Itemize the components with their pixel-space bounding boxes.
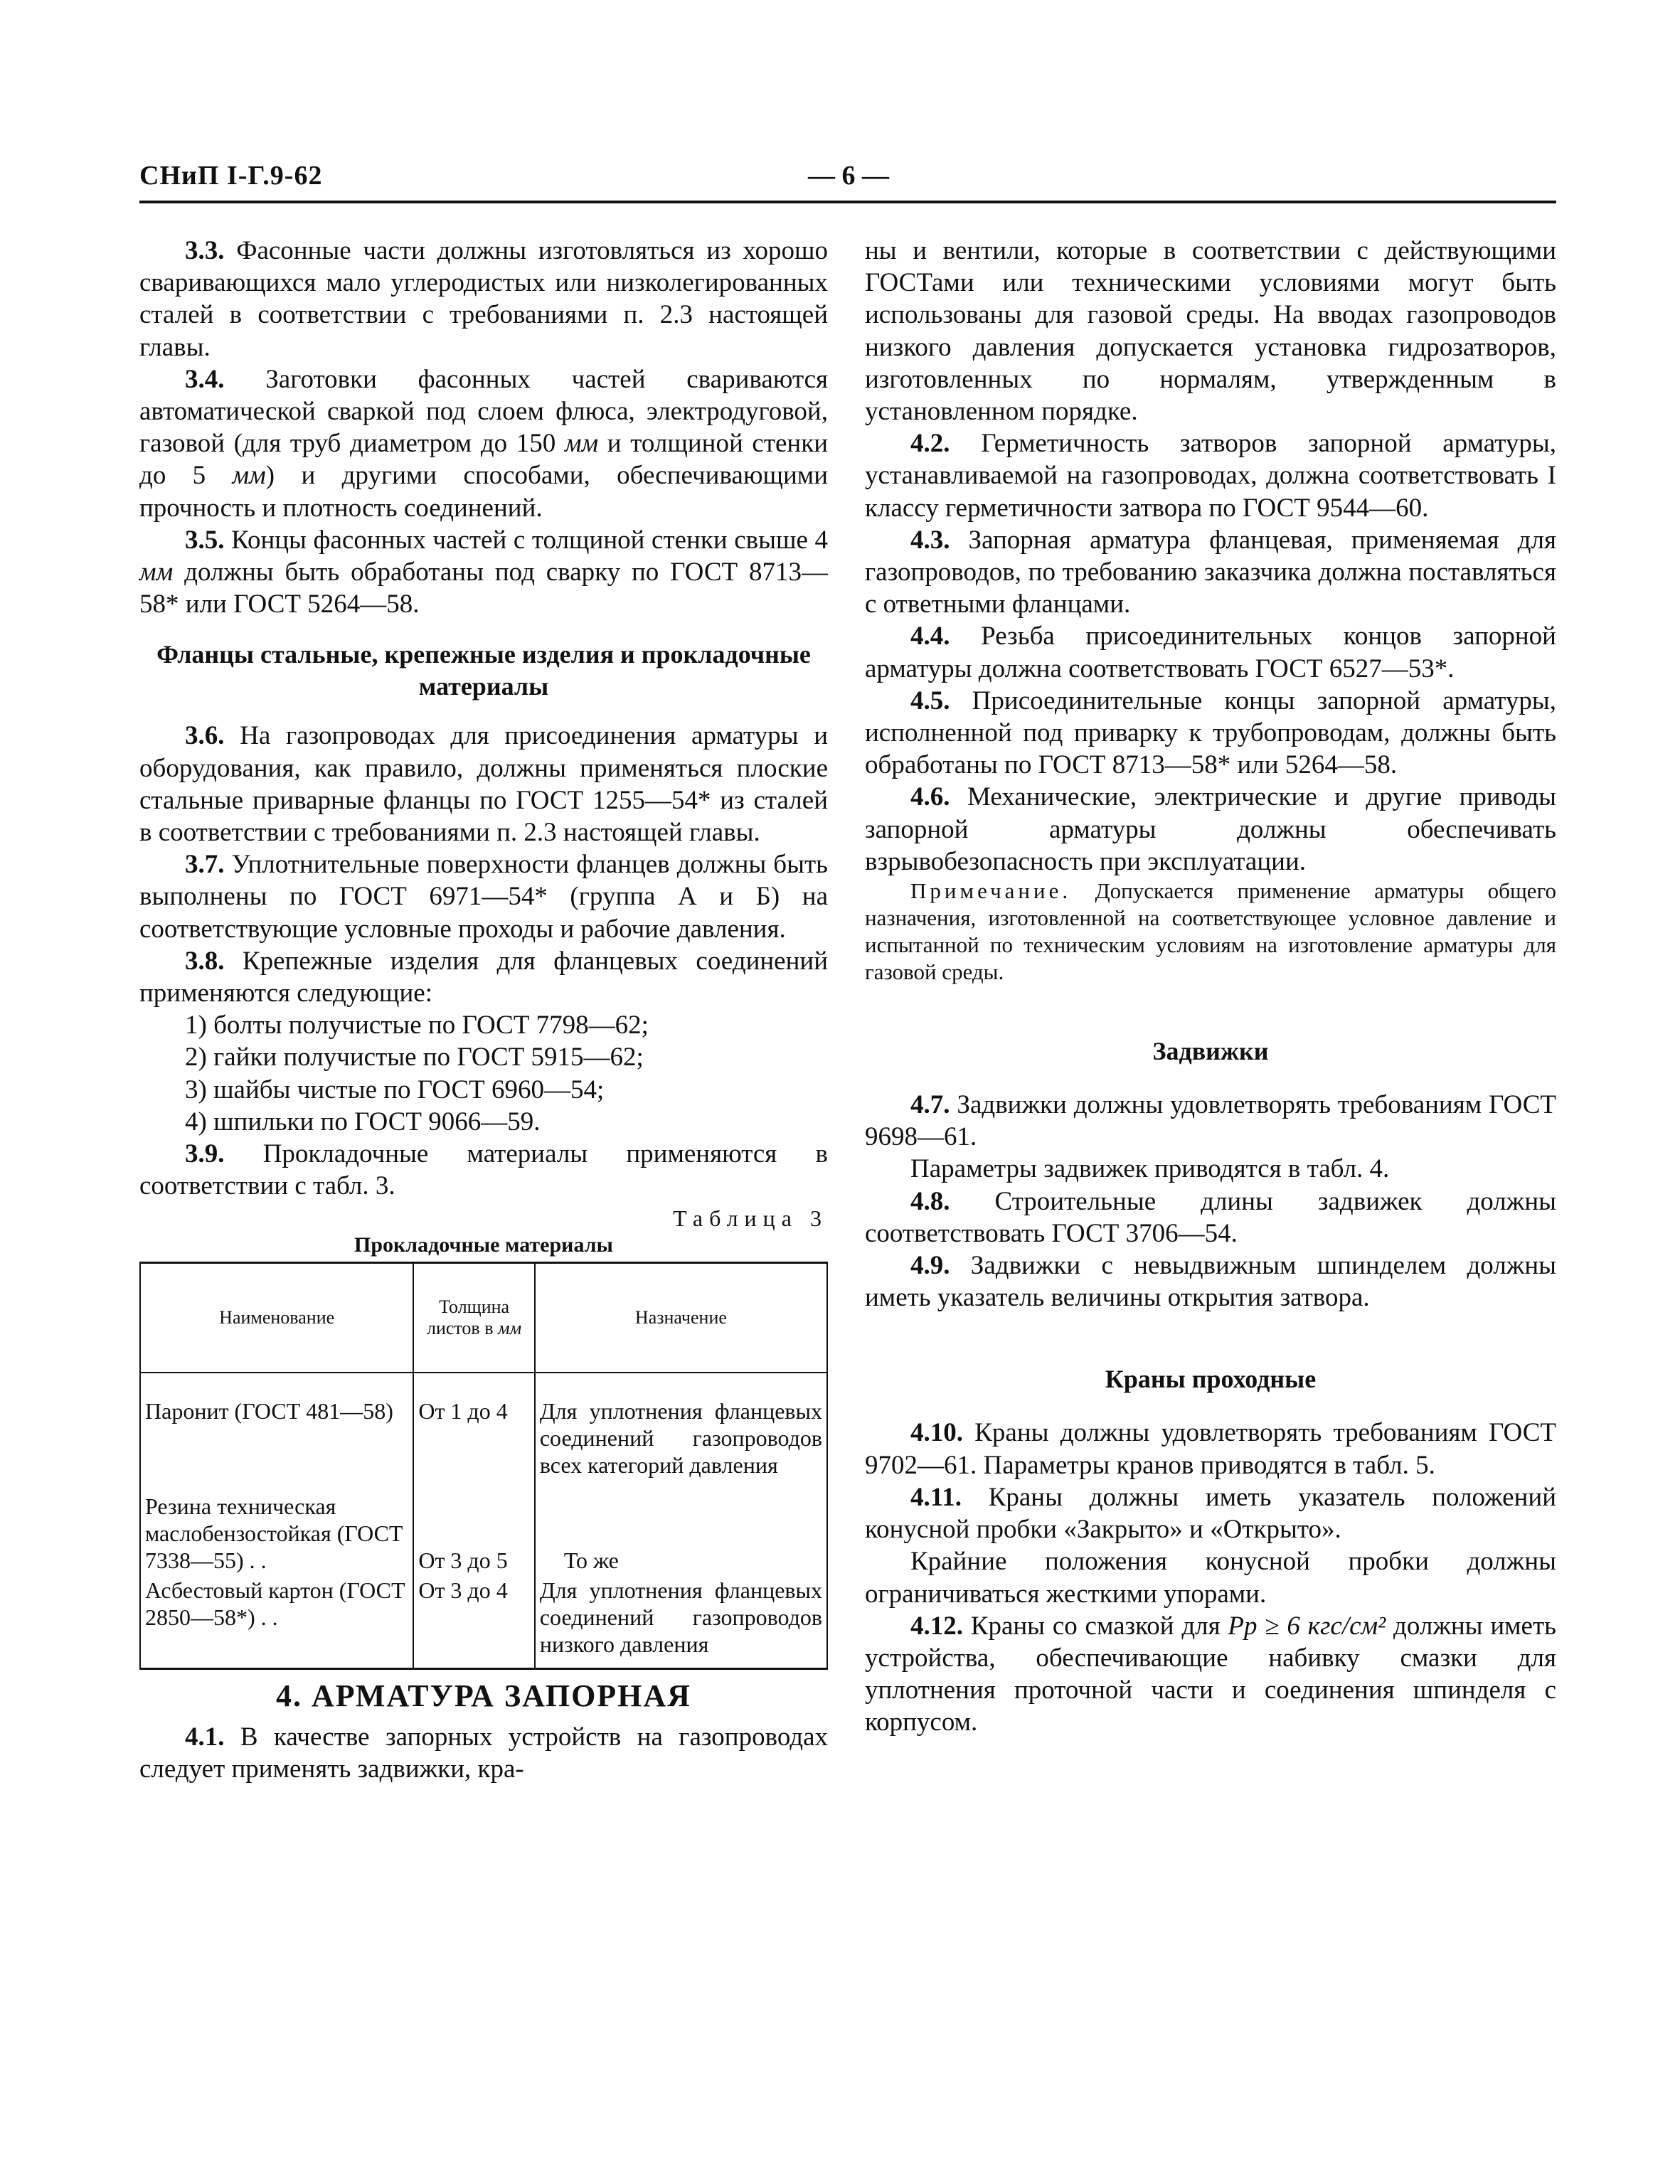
paragraph-text: Резьба присоединительных концов запорной арматуры должна соответствовать ГОСТ 6527—53*. <box>865 622 1556 683</box>
paragraph-3-7 <box>139 848 828 945</box>
clause-number: 4.2. <box>910 429 950 459</box>
note-label: Примечание. <box>910 878 1072 904</box>
paragraph-4-4 <box>865 620 1556 684</box>
table-row <box>140 1575 827 1669</box>
list-item: 4) шпильки по ГОСТ 9066—59. <box>185 1107 541 1136</box>
paragraph-text: и толщиной стенки до 5 <box>139 429 829 491</box>
table-header-row <box>140 1263 827 1373</box>
paragraph-3-6 <box>139 720 828 848</box>
cell-name: Асбестовый картон (ГОСТ 2850—58*) . . <box>140 1575 413 1669</box>
paragraph-4-5 <box>865 685 1556 782</box>
paragraph-text: На газопроводах для присоединения арматуры и оборудования, как правило, должны применяться плоские стальные приварные фланцы по ГОСТ 1255—54* из сталей в соответствии с требованиями п. 2.3 настоящей главы. <box>139 721 829 848</box>
subheading-gate-valves: Задвижки <box>1152 1037 1269 1066</box>
page-number: — 6 — <box>808 161 889 191</box>
clause-number: 4.6. <box>910 782 950 812</box>
paragraph-4-10 <box>865 1417 1556 1481</box>
table-caption: Таблица 3 <box>673 1205 828 1232</box>
pressure-formula: Pр ≥ 6 кгс/см² <box>1228 1611 1386 1641</box>
cell-thickness: От 3 до 5 <box>413 1480 535 1575</box>
paragraph-3-8 <box>139 945 828 1009</box>
paragraph-text: Строительные длины задвижек должны соответствовать ГОСТ 3706—54. <box>865 1186 1556 1248</box>
paragraph-text: ) и другими способами, обеспечивающими прочность и плотность соединений. <box>139 461 828 523</box>
subheading-flanges: Фланцы стальные, крепежные изделия и прокладочные материалы <box>156 640 811 701</box>
unit-mm: мм <box>498 1318 522 1339</box>
cell-thickness: От 1 до 4 <box>413 1373 535 1480</box>
paragraph-text: Крепежные изделия для фланцевых соединений применяются следующие: <box>139 946 828 1008</box>
clause-number: 4.12. <box>910 1611 963 1641</box>
list-item: 3) шайбы чистые по ГОСТ 6960—54; <box>185 1075 605 1104</box>
paragraph-4-7-params: Параметры задвижек приводятся в табл. 4. <box>910 1154 1390 1184</box>
clause-number: 4.9. <box>910 1251 950 1281</box>
cell-purpose: Для уплотнения фланцевых соединений газопроводов низкого давления <box>535 1575 827 1669</box>
clause-number: 4.3. <box>910 525 950 555</box>
cell-name: Паронит (ГОСТ 481—58) <box>140 1373 413 1480</box>
clause-number: 3.4. <box>185 364 225 394</box>
paragraph-4-2 <box>865 427 1556 524</box>
column-header-thickness <box>413 1263 535 1373</box>
column-header-purpose: Назначение <box>535 1263 827 1373</box>
paragraph-text: Механические, электрические и другие приводы запорной арматуры должны обеспечивать взрывобезопасность при эксплуатации. <box>865 782 1557 876</box>
paragraph-4-11 <box>865 1481 1556 1545</box>
clause-number: 3.5. <box>185 525 225 555</box>
paragraph-text: Фасонные части должны изготовляться из хорошо сваривающихся мало углеродистых или низколегированных сталей в соответствии с требованиями п. 2.3 настоящей главы. <box>139 236 828 362</box>
clause-number: 4.1. <box>185 1722 225 1752</box>
subheading-plug-cocks: Краны проходные <box>1105 1365 1317 1394</box>
paragraph-3-3 <box>139 235 828 363</box>
clause-number: 3.3. <box>185 236 225 265</box>
table-row <box>140 1373 827 1480</box>
unit-mm: мм <box>564 429 599 459</box>
cell-purpose: Для уплотнения фланцевых соединений газопроводов всех категорий давления <box>535 1373 827 1480</box>
paragraph-text: должны быть обработаны под сварку по ГОСТ 8713—58* или ГОСТ 5264—58. <box>139 558 828 619</box>
paragraph-4-12 <box>865 1610 1556 1739</box>
paragraph-text: Уплотнительные поверхности фланцев должны быть выполнены по ГОСТ 6971—54* (группа А и Б) на соответствующие условные проходы и рабочие давления. <box>139 850 828 944</box>
paragraph-text: должны иметь устройства, обеспечивающие набивку смазки для уплотнения проточной части и соединения шпинделя с корпусом. <box>865 1611 1556 1737</box>
clause-number: 4.7. <box>910 1090 950 1120</box>
column-header-text: Толщина листов в <box>426 1296 510 1339</box>
paragraph-4-9 <box>865 1250 1556 1314</box>
paragraph-3-4 <box>139 363 828 524</box>
note-text: Допускается применение арматуры общего назначения, изготовленной на соответствующее условное давление и испытанной по техническим условиям на изготовление арматуры для газовой среды. <box>865 878 1557 985</box>
note <box>865 878 1556 986</box>
clause-number: 4.5. <box>910 686 950 715</box>
cell-thickness: От 3 до 4 <box>413 1575 535 1669</box>
paragraph-text: Концы фасонных частей с толщиной стенки свыше 4 <box>231 525 828 555</box>
document-code: СНиП I-Г.9-62 <box>139 161 323 191</box>
unit-mm: мм <box>232 461 266 491</box>
paragraph-4-11-stops: Крайние положения конусной пробки должны ограничиваться жесткими упорами. <box>865 1547 1556 1609</box>
cell-purpose: То же <box>535 1480 827 1575</box>
right-column <box>865 235 1556 1739</box>
clause-number: 3.8. <box>185 946 225 976</box>
column-header-name: Наименование <box>140 1263 413 1373</box>
paragraph-4-1-continued: ны и вентили, которые в соответствии с действующими ГОСТами или техническими условиями могут быть использованы для газовой среды. На вводах газопроводов низкого давления допускается установка гидрозатворов, изготовленных по нормалям, утвержденным в установленном порядке. <box>865 236 1556 427</box>
paragraph-text: Заготовки фасонных частей свариваются автоматической сваркой под слоем флюса, электродуговой, газовой (для труб диаметром до 150 <box>139 364 829 459</box>
section-heading-4: 4. АРМАТУРА ЗАПОРНАЯ <box>276 1678 691 1714</box>
clause-number: 4.10. <box>910 1418 963 1448</box>
paragraph-4-6 <box>865 781 1556 878</box>
paragraph-text: Задвижки должны удовлетворять требованиям ГОСТ 9698—61. <box>865 1090 1556 1152</box>
clause-number: 4.11. <box>910 1482 962 1512</box>
list-item: 1) болты получистые по ГОСТ 7798—62; <box>185 1011 649 1040</box>
clause-number: 3.9. <box>185 1139 225 1169</box>
left-column <box>139 235 828 1785</box>
paragraph-text: Запорная арматура фланцевая, применяемая для газопроводов, по требованию заказчика должна поставляться с ответными фланцами. <box>865 525 1556 619</box>
paragraph-text: Краны должны иметь указатель положений конусной пробки «Закрыто» и «Открыто». <box>865 1482 1557 1545</box>
page-header <box>139 160 1556 203</box>
paragraph-text: В качестве запорных устройств на газопроводах следует применять задвижки, кра- <box>139 1722 829 1784</box>
clause-number: 4.4. <box>910 622 950 651</box>
clause-number: 4.8. <box>910 1186 950 1216</box>
paragraph-text: Прокладочные материалы применяются в соответствии с табл. 3. <box>139 1139 828 1201</box>
paragraph-text: Задвижки с невыдвижным шпинделем должны иметь указатель величины открытия затвора. <box>865 1251 1557 1313</box>
table-title: Прокладочные материалы <box>354 1233 613 1257</box>
paragraph-text: Герметичность затворов запорной арматуры, устанавливаемой на газопроводах, должна соответствовать I классу герметичности затвора по ГОСТ 9544—60. <box>865 429 1556 523</box>
paragraph-text: Присоединительные концы запорной арматуры, исполненной под приварку к трубопроводам, должны быть обработаны по ГОСТ 8713—58* или 5264—58. <box>865 686 1557 780</box>
list-item: 2) гайки получистые по ГОСТ 5915—62; <box>185 1043 644 1072</box>
paragraph-4-7 <box>865 1089 1556 1153</box>
paragraph-3-5 <box>139 524 828 621</box>
paragraph-4-8 <box>865 1186 1556 1250</box>
table-row <box>140 1480 827 1575</box>
unit-mm: мм <box>139 558 174 587</box>
paragraph-4-3 <box>865 524 1556 621</box>
clause-number: 3.7. <box>185 850 225 880</box>
paragraph-4-1 <box>139 1721 828 1785</box>
header-rule <box>139 201 1556 203</box>
paragraph-3-9 <box>139 1138 828 1202</box>
gasket-materials-table <box>139 1262 828 1670</box>
clause-number: 3.6. <box>185 721 225 751</box>
paragraph-text: Краны должны удовлетворять требованиям ГОСТ 9702—61. Параметры кранов приводятся в табл. 5. <box>865 1418 1556 1480</box>
paragraph-text: Краны со смазкой для <box>970 1611 1228 1641</box>
cell-name: Резина техническая маслобензостойкая (ГОСТ 7338—55) . . <box>140 1480 413 1575</box>
